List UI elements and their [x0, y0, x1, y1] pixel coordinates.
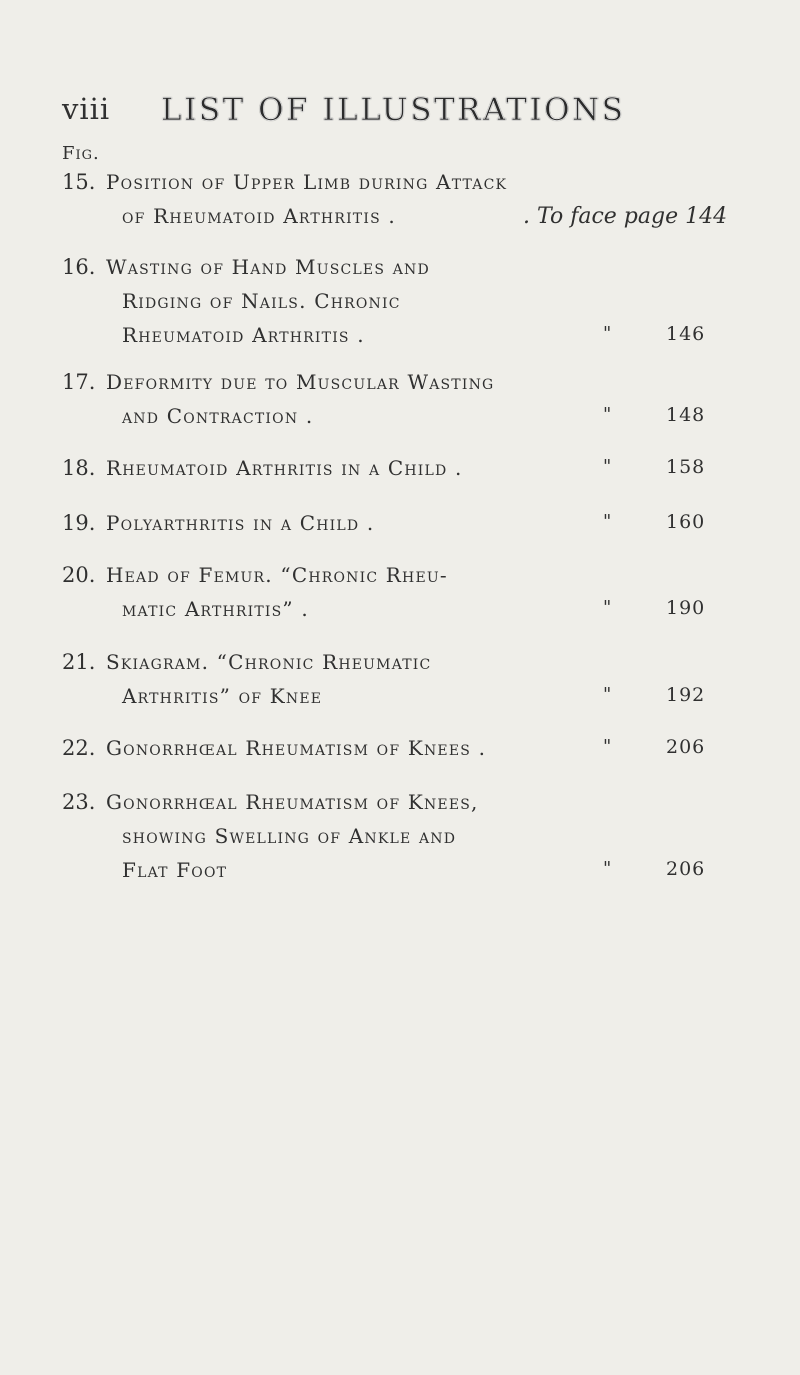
page-number: viii [62, 92, 111, 126]
ditto-mark: " [603, 858, 612, 879]
figure-number: 18. [62, 456, 96, 480]
figure-number: 17. [62, 370, 96, 394]
page-reference: 146 [666, 323, 706, 345]
figure-number: 15. [62, 170, 96, 194]
figure-number: 19. [62, 511, 96, 535]
entry-title-line: Skiagram. “Chronic Rheumatic [106, 650, 432, 674]
ditto-mark: " [603, 736, 612, 757]
page-reference: 206 [666, 736, 706, 758]
entry-title-line: Gonorrhœal Rheumatism of Knees . [106, 736, 487, 760]
entry-title-line: Rheumatoid Arthritis in a Child . [106, 456, 463, 480]
figure-number: 21. [62, 650, 96, 674]
entry-title-line: Wasting of Hand Muscles and [106, 255, 430, 279]
page-header [62, 92, 762, 134]
page-reference: 144 [685, 204, 728, 229]
entry-title-line: Position of Upper Limb during Attack [106, 170, 508, 194]
figure-number: 22. [62, 736, 96, 760]
fig-column-label: Fig. [62, 143, 100, 164]
entry-title-line: Arthritis” of Knee [122, 684, 323, 708]
page-reference: 160 [666, 511, 706, 533]
page-reference: 190 [666, 597, 706, 619]
page-reference: 206 [666, 858, 706, 880]
ditto-mark: " [603, 456, 612, 477]
figure-number: 20. [62, 563, 96, 587]
entry-title-line: Polyarthritis in a Child . [106, 511, 375, 535]
page-reference: 158 [666, 456, 706, 478]
ditto-mark: " [603, 597, 612, 618]
figure-number: 16. [62, 255, 96, 279]
page-reference: 148 [666, 404, 706, 426]
entry-title-line: Ridging of Nails. Chronic [122, 289, 401, 313]
entry-title-line: of Rheumatoid Arthritis . [122, 204, 396, 228]
entry-title-line: showing Swelling of Ankle and [122, 824, 457, 848]
ditto-mark: " [603, 511, 612, 532]
entry-title-line: Gonorrhœal Rheumatism of Knees, [106, 790, 479, 814]
ditto-mark: " [603, 323, 612, 344]
figure-number: 23. [62, 790, 96, 814]
page-reference: 192 [666, 684, 706, 706]
entry-title-line: matic Arthritis” . [122, 597, 309, 621]
entry-title-line: Rheumatoid Arthritis . [122, 323, 365, 347]
page-title: LIST OF ILLUSTRATIONS [161, 92, 626, 128]
ditto-mark: " [603, 684, 612, 705]
entry-title-line: Head of Femur. “Chronic Rheu- [106, 563, 448, 587]
entry-title-line: Flat Foot [122, 858, 228, 882]
page-prefix: . To face page 144 [523, 204, 728, 229]
ditto-mark: " [603, 404, 612, 425]
entry-title-line: Deformity due to Muscular Wasting [106, 370, 495, 394]
entry-title-line: and Contraction . [122, 404, 314, 428]
